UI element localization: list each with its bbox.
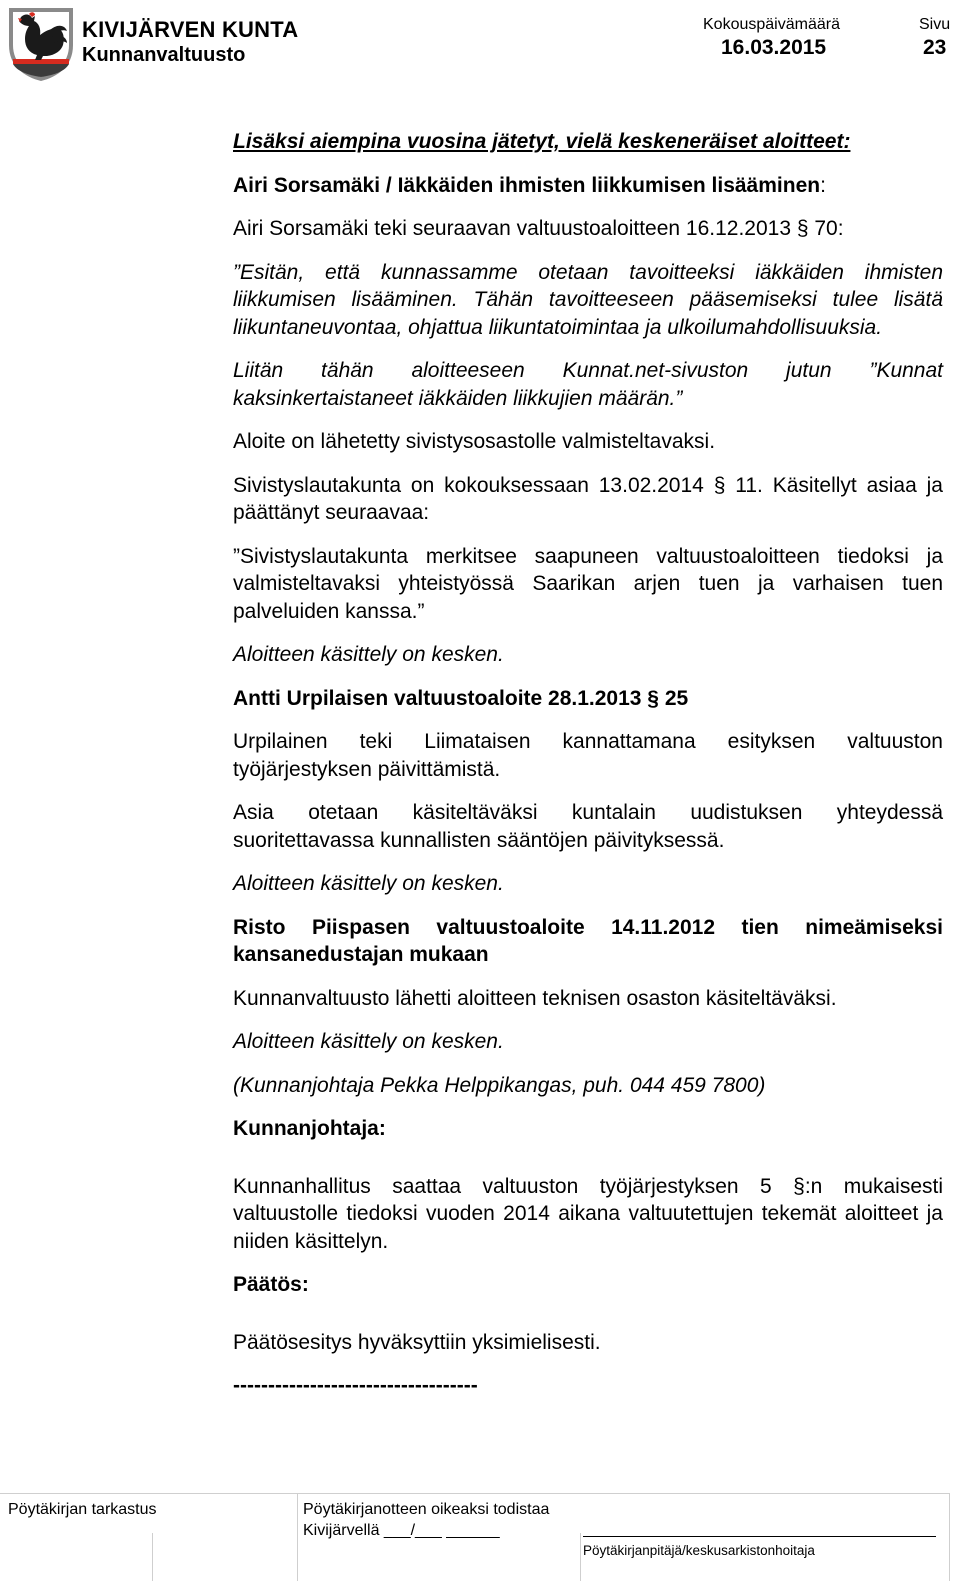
item2-text-2: Asia otetaan käsiteltäväksi kuntalain uudistuksen yhteydessä suoritettavassa kunnallisten sääntöjen päivityksessä. [233, 801, 943, 852]
meeting-date-label: Kokouspäivämäärä [703, 16, 840, 33]
item1-heading-colon: : [820, 173, 826, 197]
organization-unit: Kunnanvaltuusto [82, 44, 246, 66]
section-title: Lisäksi aiempina vuosina jätetyt, vielä keskeneräiset aloitteet: [233, 130, 851, 153]
item2-heading: Antti Urpilaisen valtuustoaloite 28.1.2013 § 25 [233, 686, 689, 710]
item1-heading [233, 172, 943, 200]
review-label: Pöytäkirjan tarkastus [8, 1501, 157, 1518]
item2-status: Aloitteen käsittely on kesken. [233, 872, 504, 895]
contact-info: (Kunnanjohtaja Pekka Helppikangas, puh. 044 459 7800) [233, 1073, 766, 1097]
proposal-text: Kunnanhallitus saattaa valtuuston työjärjestyksen 5 §:n mukaisesti valtuustolle tiedoksi vuoden 2014 aikana valtuutettujen tekemät aloitteet ja niiden käsittelyn. [233, 1174, 943, 1253]
page-footer [0, 1493, 960, 1581]
page-header [0, 0, 960, 90]
page-number-label: Sivu [919, 16, 951, 33]
item1-board: Sivistyslautakunta on kokouksessaan 13.02.2014 § 11. Käsitellyt asiaa ja päättänyt seuraavaa: [233, 473, 943, 524]
item1-sent: Aloite on lähetetty sivistysosastolle valmisteltavaksi. [233, 430, 716, 453]
item3-status: Aloitteen käsittely on kesken. [233, 1030, 504, 1053]
end-separator: ----------------------------------- [233, 1374, 478, 1397]
item1-board-quote: ”Sivistyslautakunta merkitsee saapuneen valtuustoaloitteen tiedoksi ja valmisteltavaksi yhteistyössä Saarikan arjen tuen ja varhaisen tuen palveluiden kanssa.” [233, 544, 943, 623]
page-number: 23 [923, 36, 947, 59]
item2-text-1: Urpilainen teki Liimataisen kannattamana esityksen valtuuston työjärjestyksen päivittämistä. [233, 730, 943, 781]
footer-divider [297, 1494, 298, 1581]
item1-status: Aloitteen käsittely on kesken. [233, 643, 504, 666]
meeting-date: 16.03.2015 [721, 36, 827, 59]
item1-heading-text: Airi Sorsamäki / Iäkkäiden ihmisten liikkumisen lisääminen [233, 173, 821, 197]
item1-quote-2: Liitän tähän aloitteeseen Kunnat.net-sivuston jutun ”Kunnat kaksinkertaistaneet iäkkäiden liikkujien määrän.” [233, 359, 943, 410]
document-body [233, 128, 943, 1400]
rooster-crest-icon [5, 5, 77, 83]
signer-title: Pöytäkirjanpitäjä/keskusarkistonhoitaja [583, 1543, 815, 1558]
footer-inner-divider-2 [580, 1533, 581, 1581]
organization-name: KIVIJÄRVEN KUNTA [82, 17, 299, 42]
certification-place-date: Kivijärvellä ___/___ ______ [303, 1522, 500, 1539]
signature-line [583, 1536, 936, 1537]
item3-text-1: Kunnanvaltuusto lähetti aloitteen teknisen osaston käsiteltäväksi. [233, 986, 837, 1010]
footer-right-border [949, 1494, 950, 1581]
item1-intro: Airi Sorsamäki teki seuraavan valtuustoaloitteen 16.12.2013 § 70: [233, 217, 844, 240]
footer-inner-divider [152, 1533, 153, 1581]
decision-text: Päätösesitys hyväksyttiin yksimielisesti. [233, 1330, 601, 1354]
decision-label: Päätös: [233, 1273, 309, 1296]
certification-label: Pöytäkirjanotteen oikeaksi todistaa [303, 1501, 550, 1518]
item3-heading: Risto Piispasen valtuustoaloite 14.11.2012 tien nimeämiseksi kansanedustajan mukaan [233, 915, 943, 966]
proposal-label: Kunnanjohtaja: [233, 1117, 386, 1140]
item1-quote: ”Esitän, että kunnassamme otetaan tavoitteeksi iäkkäiden ihmisten liikkumisen lisääminen. Tähän tavoitteeseen pääsemiseksi tulee lisätä liikuntaneuvontaa, ohjattua liikuntatoimintaa ja ulkoilumahdollisuuksia. [233, 260, 943, 339]
footer-border [0, 1493, 950, 1494]
